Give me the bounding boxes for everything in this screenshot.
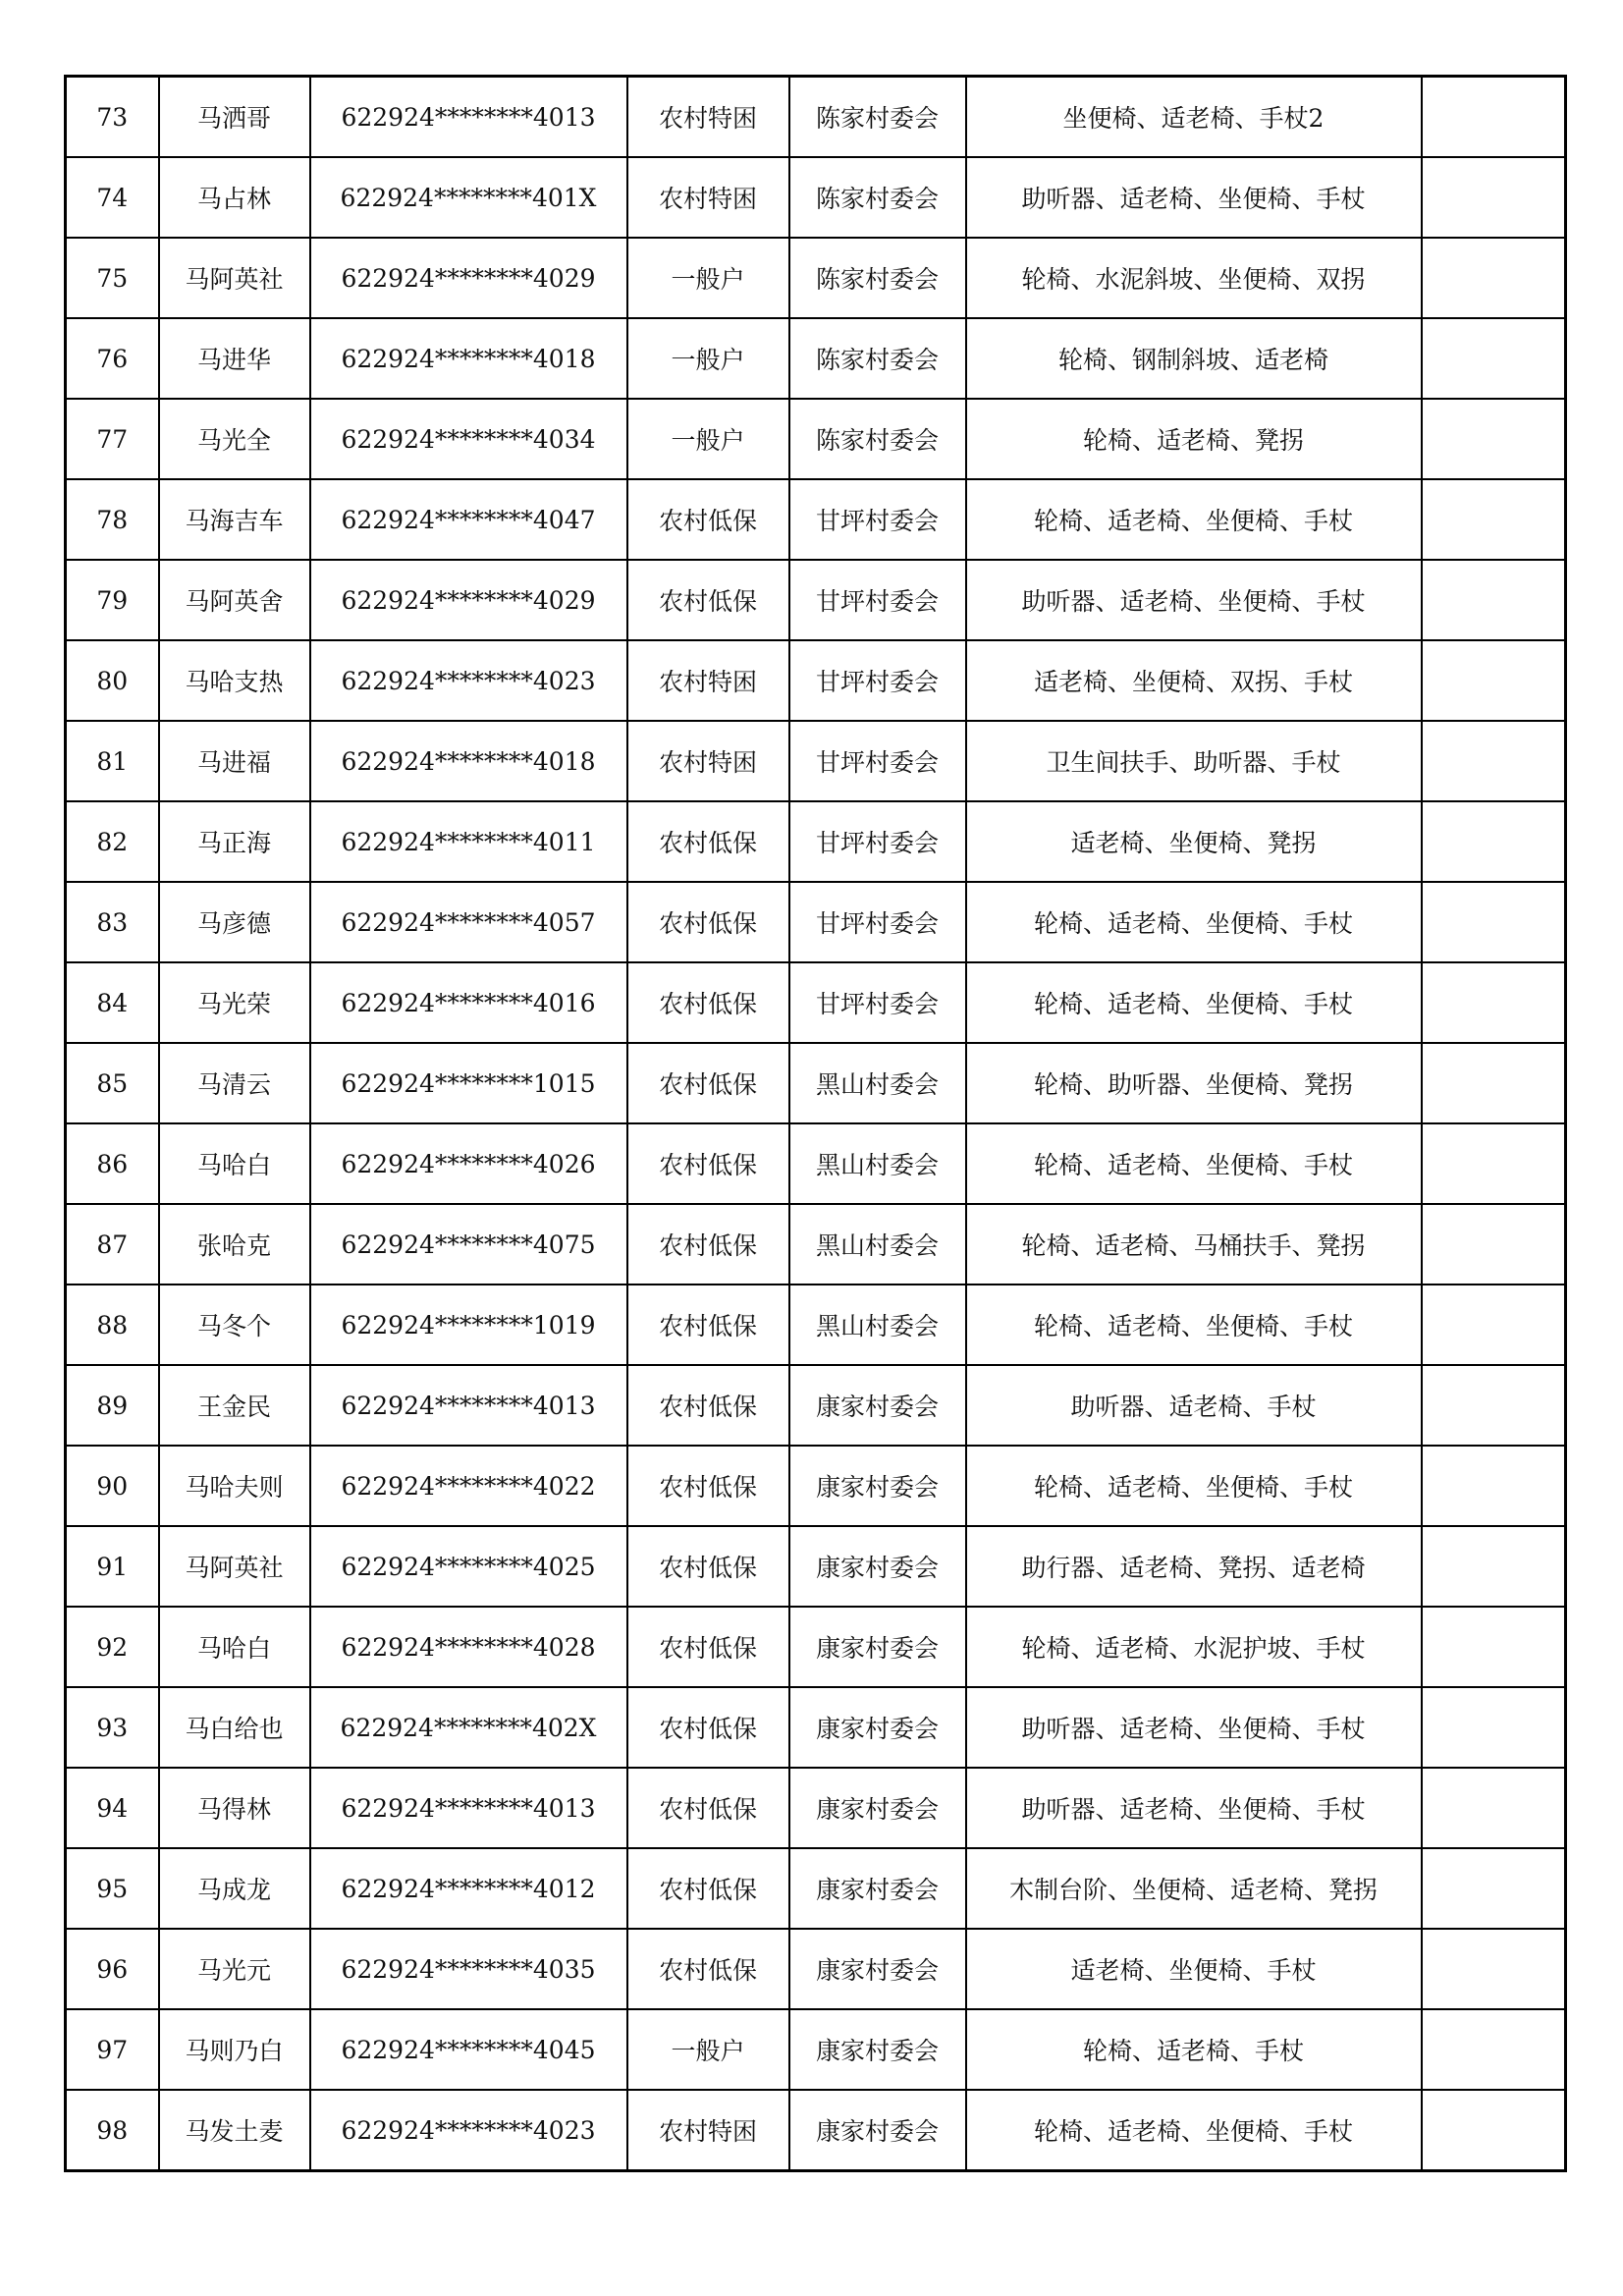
table-row <box>66 1607 1566 1687</box>
household-category-cell: 农村低保 <box>627 1848 789 1929</box>
row-number-cell: 74 <box>66 157 159 238</box>
name-cell: 马光元 <box>159 1929 310 2009</box>
table-row <box>66 238 1566 318</box>
household-category-cell: 农村低保 <box>627 1929 789 2009</box>
village-committee-cell: 康家村委会 <box>789 1365 966 1446</box>
remark-cell <box>1422 1365 1566 1446</box>
id-number-cell: 622924********4016 <box>310 962 627 1043</box>
remark-cell <box>1422 1285 1566 1365</box>
household-category-cell: 农村低保 <box>627 1123 789 1204</box>
assistive-items-cell: 适老椅、坐便椅、双拐、手杖 <box>966 640 1422 721</box>
household-category-cell: 农村低保 <box>627 560 789 640</box>
name-cell: 马白给也 <box>159 1687 310 1768</box>
assistive-items-cell: 轮椅、适老椅、坐便椅、手杖 <box>966 1285 1422 1365</box>
assistive-items-cell: 轮椅、适老椅、坐便椅、手杖 <box>966 1123 1422 1204</box>
row-number-cell: 75 <box>66 238 159 318</box>
table-row <box>66 962 1566 1043</box>
village-committee-cell: 黑山村委会 <box>789 1043 966 1123</box>
id-number-cell: 622924********4018 <box>310 721 627 801</box>
table-row <box>66 157 1566 238</box>
table-row <box>66 801 1566 882</box>
assistive-items-cell: 轮椅、适老椅、坐便椅、手杖 <box>966 2090 1422 2171</box>
name-cell: 马洒哥 <box>159 77 310 158</box>
remark-cell <box>1422 721 1566 801</box>
village-committee-cell: 康家村委会 <box>789 2090 966 2171</box>
household-category-cell: 农村低保 <box>627 801 789 882</box>
id-number-cell: 622924********4035 <box>310 1929 627 2009</box>
assistive-items-cell: 助听器、适老椅、坐便椅、手杖 <box>966 1687 1422 1768</box>
household-category-cell: 一般户 <box>627 318 789 399</box>
name-cell: 马进福 <box>159 721 310 801</box>
remark-cell <box>1422 2090 1566 2171</box>
row-number-cell: 82 <box>66 801 159 882</box>
name-cell: 马清云 <box>159 1043 310 1123</box>
household-category-cell: 农村低保 <box>627 1768 789 1848</box>
id-number-cell: 622924********4029 <box>310 238 627 318</box>
table-row <box>66 77 1566 158</box>
remark-cell <box>1422 962 1566 1043</box>
assistive-items-cell: 助行器、适老椅、凳拐、适老椅 <box>966 1526 1422 1607</box>
name-cell: 马发土麦 <box>159 2090 310 2171</box>
village-committee-cell: 康家村委会 <box>789 1526 966 1607</box>
id-number-cell: 622924********4013 <box>310 1365 627 1446</box>
household-category-cell: 一般户 <box>627 2009 789 2090</box>
remark-cell <box>1422 1848 1566 1929</box>
remark-cell <box>1422 1123 1566 1204</box>
household-category-cell: 农村低保 <box>627 1687 789 1768</box>
assistive-items-cell: 木制台阶、坐便椅、适老椅、凳拐 <box>966 1848 1422 1929</box>
id-number-cell: 622924********4023 <box>310 640 627 721</box>
table-row <box>66 479 1566 560</box>
name-cell: 马光荣 <box>159 962 310 1043</box>
household-category-cell: 农村特困 <box>627 721 789 801</box>
assistive-items-cell: 助听器、适老椅、坐便椅、手杖 <box>966 157 1422 238</box>
assistive-items-cell: 助听器、适老椅、坐便椅、手杖 <box>966 560 1422 640</box>
beneficiary-table <box>64 75 1567 2172</box>
household-category-cell: 农村特困 <box>627 640 789 721</box>
row-number-cell: 80 <box>66 640 159 721</box>
id-number-cell: 622924********4025 <box>310 1526 627 1607</box>
assistive-items-cell: 助听器、适老椅、坐便椅、手杖 <box>966 1768 1422 1848</box>
table-row <box>66 1123 1566 1204</box>
row-number-cell: 81 <box>66 721 159 801</box>
id-number-cell: 622924********4013 <box>310 77 627 158</box>
household-category-cell: 农村低保 <box>627 1446 789 1526</box>
table-row <box>66 1768 1566 1848</box>
village-committee-cell: 甘坪村委会 <box>789 882 966 962</box>
id-number-cell: 622924********4028 <box>310 1607 627 1687</box>
id-number-cell: 622924********4011 <box>310 801 627 882</box>
row-number-cell: 84 <box>66 962 159 1043</box>
village-committee-cell: 康家村委会 <box>789 1768 966 1848</box>
id-number-cell: 622924********4029 <box>310 560 627 640</box>
id-number-cell: 622924********4045 <box>310 2009 627 2090</box>
village-committee-cell: 甘坪村委会 <box>789 640 966 721</box>
row-number-cell: 98 <box>66 2090 159 2171</box>
table-row <box>66 1204 1566 1285</box>
assistive-items-cell: 适老椅、坐便椅、凳拐 <box>966 801 1422 882</box>
name-cell: 马哈支热 <box>159 640 310 721</box>
village-committee-cell: 陈家村委会 <box>789 238 966 318</box>
remark-cell <box>1422 1607 1566 1687</box>
name-cell: 马成龙 <box>159 1848 310 1929</box>
remark-cell <box>1422 479 1566 560</box>
remark-cell <box>1422 1446 1566 1526</box>
id-number-cell: 622924********402X <box>310 1687 627 1768</box>
village-committee-cell: 陈家村委会 <box>789 157 966 238</box>
table-row <box>66 1365 1566 1446</box>
table-row <box>66 318 1566 399</box>
row-number-cell: 94 <box>66 1768 159 1848</box>
village-committee-cell: 康家村委会 <box>789 1687 966 1768</box>
village-committee-cell: 康家村委会 <box>789 1929 966 2009</box>
assistive-items-cell: 适老椅、坐便椅、手杖 <box>966 1929 1422 2009</box>
table-row <box>66 2090 1566 2171</box>
assistive-items-cell: 轮椅、适老椅、水泥护坡、手杖 <box>966 1607 1422 1687</box>
assistive-items-cell: 轮椅、适老椅、马桶扶手、凳拐 <box>966 1204 1422 1285</box>
assistive-items-cell: 轮椅、助听器、坐便椅、凳拐 <box>966 1043 1422 1123</box>
id-number-cell: 622924********4047 <box>310 479 627 560</box>
remark-cell <box>1422 318 1566 399</box>
name-cell: 马正海 <box>159 801 310 882</box>
household-category-cell: 农村低保 <box>627 1204 789 1285</box>
assistive-items-cell: 轮椅、适老椅、凳拐 <box>966 399 1422 479</box>
village-committee-cell: 甘坪村委会 <box>789 560 966 640</box>
assistive-items-cell: 卫生间扶手、助听器、手杖 <box>966 721 1422 801</box>
village-committee-cell: 康家村委会 <box>789 1446 966 1526</box>
remark-cell <box>1422 77 1566 158</box>
name-cell: 马则乃白 <box>159 2009 310 2090</box>
name-cell: 马彦德 <box>159 882 310 962</box>
id-number-cell: 622924********4057 <box>310 882 627 962</box>
household-category-cell: 农村特困 <box>627 157 789 238</box>
remark-cell <box>1422 1204 1566 1285</box>
row-number-cell: 86 <box>66 1123 159 1204</box>
table-row <box>66 640 1566 721</box>
name-cell: 马哈夫则 <box>159 1446 310 1526</box>
remark-cell <box>1422 2009 1566 2090</box>
table-body <box>66 77 1566 2171</box>
remark-cell <box>1422 1768 1566 1848</box>
assistive-items-cell: 轮椅、适老椅、坐便椅、手杖 <box>966 1446 1422 1526</box>
table-row <box>66 1446 1566 1526</box>
row-number-cell: 95 <box>66 1848 159 1929</box>
village-committee-cell: 康家村委会 <box>789 2009 966 2090</box>
table-row <box>66 1848 1566 1929</box>
assistive-items-cell: 轮椅、水泥斜坡、坐便椅、双拐 <box>966 238 1422 318</box>
remark-cell <box>1422 157 1566 238</box>
household-category-cell: 一般户 <box>627 399 789 479</box>
village-committee-cell: 甘坪村委会 <box>789 801 966 882</box>
id-number-cell: 622924********4075 <box>310 1204 627 1285</box>
name-cell: 马哈白 <box>159 1123 310 1204</box>
remark-cell <box>1422 1687 1566 1768</box>
assistive-items-cell: 轮椅、适老椅、坐便椅、手杖 <box>966 882 1422 962</box>
remark-cell <box>1422 238 1566 318</box>
name-cell: 马海吉车 <box>159 479 310 560</box>
table-row <box>66 882 1566 962</box>
name-cell: 王金民 <box>159 1365 310 1446</box>
assistive-items-cell: 轮椅、适老椅、坐便椅、手杖 <box>966 962 1422 1043</box>
row-number-cell: 77 <box>66 399 159 479</box>
household-category-cell: 农村低保 <box>627 1526 789 1607</box>
table-row <box>66 560 1566 640</box>
row-number-cell: 83 <box>66 882 159 962</box>
village-committee-cell: 甘坪村委会 <box>789 962 966 1043</box>
name-cell: 马进华 <box>159 318 310 399</box>
remark-cell <box>1422 640 1566 721</box>
remark-cell <box>1422 1043 1566 1123</box>
row-number-cell: 92 <box>66 1607 159 1687</box>
village-committee-cell: 康家村委会 <box>789 1848 966 1929</box>
table-row <box>66 1687 1566 1768</box>
remark-cell <box>1422 1526 1566 1607</box>
name-cell: 张哈克 <box>159 1204 310 1285</box>
village-committee-cell: 陈家村委会 <box>789 77 966 158</box>
name-cell: 马冬个 <box>159 1285 310 1365</box>
row-number-cell: 87 <box>66 1204 159 1285</box>
table-row <box>66 1285 1566 1365</box>
id-number-cell: 622924********4022 <box>310 1446 627 1526</box>
household-category-cell: 一般户 <box>627 238 789 318</box>
row-number-cell: 85 <box>66 1043 159 1123</box>
assistive-items-cell: 轮椅、适老椅、手杖 <box>966 2009 1422 2090</box>
household-category-cell: 农村特困 <box>627 2090 789 2171</box>
id-number-cell: 622924********1019 <box>310 1285 627 1365</box>
remark-cell <box>1422 882 1566 962</box>
name-cell: 马光全 <box>159 399 310 479</box>
id-number-cell: 622924********4013 <box>310 1768 627 1848</box>
name-cell: 马阿英社 <box>159 1526 310 1607</box>
village-committee-cell: 黑山村委会 <box>789 1285 966 1365</box>
assistive-items-cell: 轮椅、钢制斜坡、适老椅 <box>966 318 1422 399</box>
remark-cell <box>1422 801 1566 882</box>
assistive-items-cell: 坐便椅、适老椅、手杖2 <box>966 77 1422 158</box>
village-committee-cell: 陈家村委会 <box>789 399 966 479</box>
household-category-cell: 农村低保 <box>627 1607 789 1687</box>
table-row <box>66 399 1566 479</box>
name-cell: 马占林 <box>159 157 310 238</box>
remark-cell <box>1422 1929 1566 2009</box>
assistive-items-cell: 助听器、适老椅、手杖 <box>966 1365 1422 1446</box>
table-row <box>66 721 1566 801</box>
village-committee-cell: 甘坪村委会 <box>789 479 966 560</box>
household-category-cell: 农村低保 <box>627 1285 789 1365</box>
household-category-cell: 农村低保 <box>627 882 789 962</box>
village-committee-cell: 甘坪村委会 <box>789 721 966 801</box>
row-number-cell: 76 <box>66 318 159 399</box>
row-number-cell: 96 <box>66 1929 159 2009</box>
id-number-cell: 622924********1015 <box>310 1043 627 1123</box>
row-number-cell: 97 <box>66 2009 159 2090</box>
row-number-cell: 73 <box>66 77 159 158</box>
household-category-cell: 农村低保 <box>627 1365 789 1446</box>
row-number-cell: 91 <box>66 1526 159 1607</box>
household-category-cell: 农村低保 <box>627 962 789 1043</box>
table-row <box>66 1043 1566 1123</box>
id-number-cell: 622924********4023 <box>310 2090 627 2171</box>
row-number-cell: 78 <box>66 479 159 560</box>
id-number-cell: 622924********401X <box>310 157 627 238</box>
row-number-cell: 79 <box>66 560 159 640</box>
village-committee-cell: 陈家村委会 <box>789 318 966 399</box>
id-number-cell: 622924********4012 <box>310 1848 627 1929</box>
row-number-cell: 93 <box>66 1687 159 1768</box>
table-row <box>66 2009 1566 2090</box>
id-number-cell: 622924********4026 <box>310 1123 627 1204</box>
remark-cell <box>1422 560 1566 640</box>
village-committee-cell: 黑山村委会 <box>789 1123 966 1204</box>
id-number-cell: 622924********4018 <box>310 318 627 399</box>
household-category-cell: 农村低保 <box>627 1043 789 1123</box>
table-row <box>66 1929 1566 2009</box>
village-committee-cell: 康家村委会 <box>789 1607 966 1687</box>
village-committee-cell: 黑山村委会 <box>789 1204 966 1285</box>
name-cell: 马得林 <box>159 1768 310 1848</box>
remark-cell <box>1422 399 1566 479</box>
table-row <box>66 1526 1566 1607</box>
row-number-cell: 89 <box>66 1365 159 1446</box>
name-cell: 马阿英社 <box>159 238 310 318</box>
household-category-cell: 农村低保 <box>627 479 789 560</box>
household-category-cell: 农村特困 <box>627 77 789 158</box>
name-cell: 马哈白 <box>159 1607 310 1687</box>
name-cell: 马阿英舍 <box>159 560 310 640</box>
row-number-cell: 90 <box>66 1446 159 1526</box>
id-number-cell: 622924********4034 <box>310 399 627 479</box>
assistive-items-cell: 轮椅、适老椅、坐便椅、手杖 <box>966 479 1422 560</box>
row-number-cell: 88 <box>66 1285 159 1365</box>
